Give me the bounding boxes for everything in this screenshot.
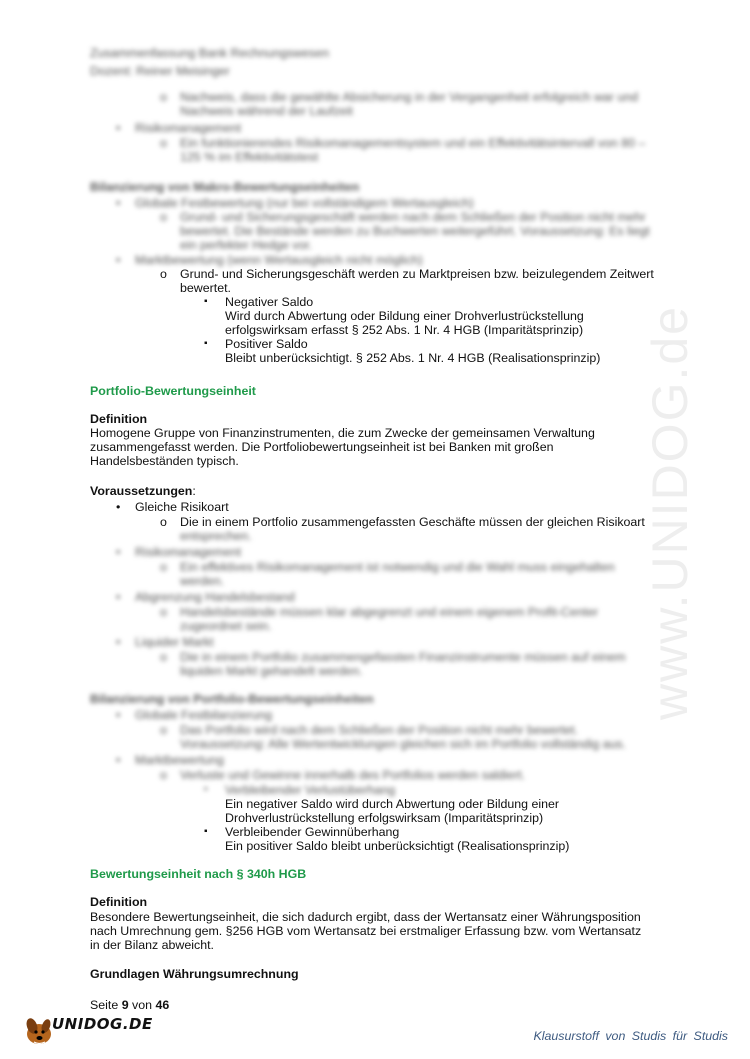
text-line: entsprechen. xyxy=(180,529,252,543)
text-line: Handelsbeständen typisch. xyxy=(90,454,239,468)
text-line: nach Umrechnung gem. §256 HGB vom Wertansatz bei erstmaliger Erfassung bzw. vom Wertansatz xyxy=(90,924,642,938)
dot-bullet: • xyxy=(116,253,121,267)
text-line: Positiver Saldo xyxy=(225,337,308,351)
text-line: Handelsbestände müssen klar abgegrenzt und einem eigenem Profit-Center xyxy=(180,605,599,619)
text-line: Marktbewertung (wenn Wertausgleich nicht möglich) xyxy=(135,253,423,267)
logo-text: UNIDOG.DE xyxy=(52,1015,153,1033)
text-line: Grund- und Sicherungsgeschäft werden zu Marktpreisen bzw. beizulegendem Zeitwert xyxy=(180,267,654,281)
text-line: Drohverlustrückstellung erfolgswirksam (Imparitätsprinzip) xyxy=(225,811,544,825)
text-line: Ein positiver Saldo bleibt unberücksichtigt (Realisationsprinzip) xyxy=(225,839,570,853)
dot-bullet: • xyxy=(116,545,121,559)
square-bullet: ▪ xyxy=(204,826,208,837)
square-bullet: ▪ xyxy=(204,296,208,307)
text-line: Gleiche Risikoart xyxy=(135,500,229,514)
text-line: Ein effektives Risikomanagement ist notwendig und die Wahl muss eingehalten xyxy=(180,560,615,574)
text-line: Globale Festbewertung (nur bei vollständigem Wertausgleich) xyxy=(135,196,474,210)
section-heading: Bilanzierung von Makro-Bewertungseinheiten xyxy=(90,180,360,194)
text-line: bewertet. Die Bestände werden zu Buchwerten weitergeführt. Voraussetzung: Es liegt xyxy=(180,224,650,238)
text-line: ein perfekter Hedge vor. xyxy=(180,238,313,252)
text-line: Homogene Gruppe von Finanzinstrumenten, die zum Zwecke der gemeinsamen Verwaltung xyxy=(90,426,595,440)
voraussetzungen-colon: : xyxy=(192,484,196,498)
text-line: Risikomanagement xyxy=(135,121,242,135)
circle-bullet: o xyxy=(160,136,167,150)
text-line: Bleibt unberücksichtigt. § 252 Abs. 1 Nr. 4 HGB (Realisationsprinzip) xyxy=(225,351,601,365)
circle-bullet: o xyxy=(160,267,167,281)
text-line: zusammengefasst werden. Die Portfoliobewertungseinheit ist bei Banken mit großen xyxy=(90,440,554,454)
section-heading: Bilanzierung von Portfolio-Bewertungseinheiten xyxy=(90,692,374,706)
section-heading: Portfolio-Bewertungseinheit xyxy=(90,384,256,398)
text-line: bewertet. xyxy=(180,281,231,295)
header-docent: Dozent: Reiner Meisinger xyxy=(90,64,230,78)
circle-bullet: o xyxy=(160,515,167,529)
page-prefix: Seite xyxy=(90,998,122,1012)
text-line: Die in einem Portfolio zusammengefassten Finanzinstrumente müssen auf einem xyxy=(180,650,626,664)
circle-bullet: o xyxy=(160,650,167,664)
circle-bullet: o xyxy=(160,768,167,782)
definition-title: Definition xyxy=(90,412,148,426)
text-line: Die in einem Portfolio zusammengefassten Geschäfte müssen der gleichen Risikoart xyxy=(180,515,645,529)
text-line: Nachweis, dass die gewählte Absicherung in der Vergangenheit erfolgreich war und xyxy=(180,90,639,104)
text-line: Besondere Bewertungseinheit, die sich dadurch ergibt, dass der Wertansatz einer Währungsposition xyxy=(90,910,641,924)
square-bullet: ▪ xyxy=(204,338,208,349)
text-line: erfolgswirksam erfasst § 252 Abs. 1 Nr. 4 HGB (Imparitätsprinzip) xyxy=(225,323,584,337)
section-heading: Bewertungseinheit nach § 340h HGB xyxy=(90,867,307,881)
text-line: Marktbewertung xyxy=(135,753,224,767)
page-current: 9 xyxy=(121,998,129,1012)
footer-tagline: Klausurstoff von Studis für Studis xyxy=(533,1029,728,1043)
voraussetzungen-label: Voraussetzungen xyxy=(90,484,193,498)
text-line: Verbleibender Gewinnüberhang xyxy=(225,825,400,839)
text-line: Voraussetzung: Alle Wertentwicklungen gleichen sich im Portfolio vollständig aus. xyxy=(180,737,627,751)
text-line: 125 % im Effektivitätstest xyxy=(180,150,319,164)
text-line: Das Portfolio wird nach dem Schließen der Position nicht mehr bewertet. xyxy=(180,723,579,737)
text-line: Verbleibender Verlustüberhang xyxy=(225,783,396,797)
voraussetzungen-title xyxy=(90,484,196,499)
circle-bullet: o xyxy=(160,90,167,104)
square-bullet: ▪ xyxy=(204,784,208,795)
text-line: Liquider Markt xyxy=(135,635,214,649)
dot-bullet: • xyxy=(116,500,121,514)
text-line: Wird durch Abwertung oder Bildung einer Drohverlustrückstellung xyxy=(225,309,584,323)
circle-bullet: o xyxy=(160,723,167,737)
text-line: liquiden Markt gehandelt werden. xyxy=(180,664,363,678)
dot-bullet: • xyxy=(116,121,121,135)
text-line: werden. xyxy=(180,574,225,588)
text-line: zugeordnet sein. xyxy=(180,619,272,633)
header-title: Zusammenfassung Bank Rechnungswesen xyxy=(90,46,329,60)
text-line: Nachweis während der Laufzeit xyxy=(180,104,353,118)
page-total: 46 xyxy=(155,998,170,1012)
page-number xyxy=(90,998,169,1013)
dot-bullet: • xyxy=(116,708,121,722)
text-line: Risikomanagement xyxy=(135,545,242,559)
text-line: Grund- und Sicherungsgeschäft werden nach dem Schließen der Position nicht mehr xyxy=(180,210,646,224)
text-line: in der Bilanz abweicht. xyxy=(90,938,214,952)
circle-bullet: o xyxy=(160,210,167,224)
page-mid: von xyxy=(128,998,156,1012)
subsection-title: Grundlagen Währungsumrechnung xyxy=(90,967,299,981)
text-line: Ein funktionierendes Risikomanagementsystem und ein Effektivitätsintervall von 80 – xyxy=(180,136,646,150)
text-line: Globale Festbilanzierung xyxy=(135,708,273,722)
circle-bullet: o xyxy=(160,560,167,574)
text-line: Negativer Saldo xyxy=(225,295,314,309)
text-line: Abgrenzung Handelsbestand xyxy=(135,590,295,604)
dot-bullet: • xyxy=(116,196,121,210)
dot-bullet: • xyxy=(116,590,121,604)
watermark: www.UNIDOG.de xyxy=(642,305,698,720)
dot-bullet: • xyxy=(116,635,121,649)
dot-bullet: • xyxy=(116,753,121,767)
text-line: Ein negativer Saldo wird durch Abwertung oder Bildung einer xyxy=(225,797,560,811)
circle-bullet: o xyxy=(160,605,167,619)
definition-title: Definition xyxy=(90,895,148,909)
text-line: Verluste und Gewinne innerhalb des Portfolios werden saldiert. xyxy=(180,768,526,782)
